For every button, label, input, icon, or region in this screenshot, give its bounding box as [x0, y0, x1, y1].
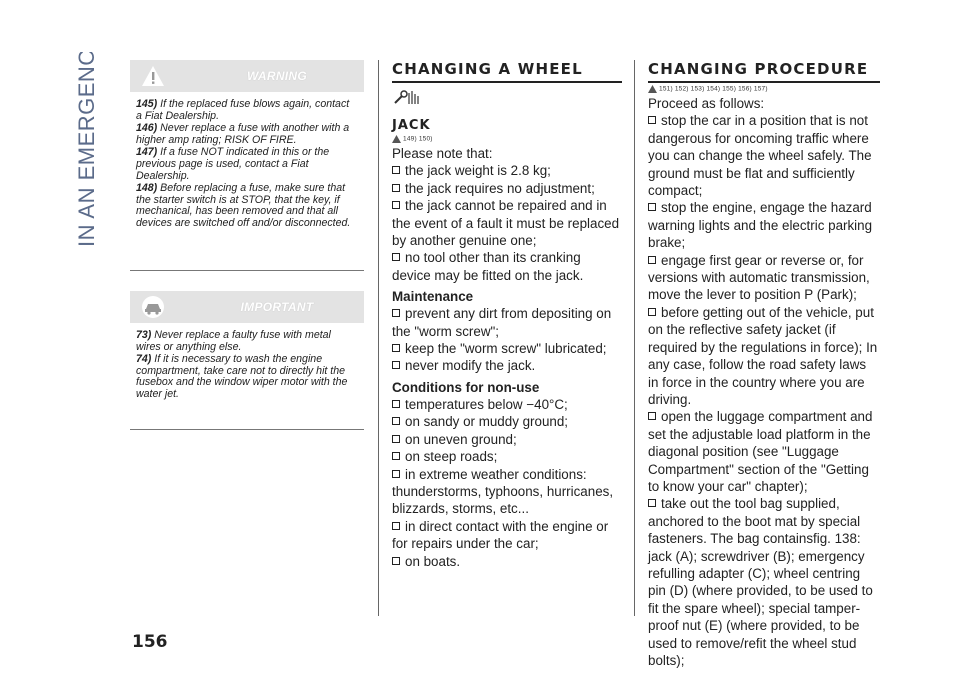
important-item	[136, 330, 358, 353]
procedure-step	[648, 252, 880, 304]
jack-references	[402, 135, 622, 143]
condition-item-text: in extreme weather conditions: thunderstorms, typhoons, hurricanes, blizzards, storms, etc...	[392, 466, 614, 517]
notices-column	[130, 60, 364, 430]
procedure-column	[648, 60, 880, 669]
procedure-step	[648, 199, 880, 251]
column-divider	[634, 60, 635, 616]
warning-item	[136, 183, 358, 229]
square-bullet-icon	[392, 470, 400, 478]
maintenance-item	[392, 340, 622, 357]
condition-item	[392, 466, 622, 518]
square-bullet-icon	[392, 184, 400, 192]
square-bullet-icon	[392, 557, 400, 565]
warning-item-text: Never replace a fuse with another with a higher amp rating; RISK OF FIRE.	[136, 122, 350, 146]
warning-item	[136, 99, 358, 122]
condition-item	[392, 553, 622, 570]
condition-item	[392, 518, 622, 553]
warning-item	[136, 123, 358, 146]
condition-item-text: on uneven ground;	[405, 431, 517, 447]
important-title: IMPORTANT	[240, 300, 314, 314]
important-item-number: 74)	[136, 353, 155, 366]
condition-item	[392, 431, 622, 448]
square-bullet-icon	[392, 166, 400, 174]
procedure-steps-list	[648, 112, 880, 669]
procedure-refs-text: 151) 152) 153) 154) 155) 156) 157)	[659, 85, 768, 93]
procedure-step-text: before getting out of the vehicle, put on the reflective safety jacket (if required by the regulations in force); In any case, follow the road safety laws in force in the country where you are driving.	[648, 304, 878, 407]
procedure-intro: Proceed as follows:	[648, 96, 765, 111]
square-bullet-icon	[648, 116, 656, 124]
procedure-heading: CHANGING PROCEDURE	[648, 60, 880, 83]
warning-item-text: If the replaced fuse blows again, contact a Fiat Dealership.	[136, 98, 350, 122]
square-bullet-icon	[392, 400, 400, 408]
procedure-references	[658, 85, 880, 93]
jack-note	[392, 180, 622, 197]
square-bullet-icon	[648, 308, 656, 316]
jack-note	[392, 162, 622, 179]
maintenance-item	[392, 357, 622, 374]
jack-heading: JACK	[392, 118, 431, 133]
square-bullet-icon	[392, 253, 400, 261]
important-item-number: 73)	[136, 329, 155, 341]
procedure-step	[648, 112, 880, 199]
section-side-title	[66, 52, 106, 252]
warning-triangle-icon	[648, 85, 657, 93]
square-bullet-icon	[648, 256, 656, 264]
warning-item-text: Before replacing a fuse, make sure that the starter switch is at STOP, that the key, if mechanical, has been removed and that all devices are switched off and/or disconnected.	[136, 182, 351, 229]
jack-note	[392, 249, 622, 284]
important-body	[130, 323, 364, 410]
warning-header	[130, 60, 364, 92]
square-bullet-icon	[392, 435, 400, 443]
condition-item-text: on boats.	[405, 553, 461, 569]
condition-item-text: on steep roads;	[405, 449, 498, 465]
square-bullet-icon	[648, 499, 656, 507]
important-box	[130, 291, 364, 430]
wrench-icon	[392, 89, 422, 107]
procedure-step	[648, 495, 880, 669]
procedure-step-text: stop the engine, engage the hazard warning lights and the electric parking brake;	[648, 200, 873, 251]
condition-item	[392, 448, 622, 465]
maintenance-item-text: keep the "worm screw" lubricated;	[405, 341, 607, 357]
changing-wheel-heading: CHANGING A WHEEL	[392, 60, 622, 83]
column-divider	[378, 60, 379, 616]
procedure-step-text: open the luggage compartment and set the adjustable load platform in the diagonal position (see "Luggage Compartment" section of the "Getting to know your car" chapter);	[648, 409, 873, 494]
changing-wheel-column	[392, 60, 622, 570]
square-bullet-icon	[392, 201, 400, 209]
page-number: 156	[132, 632, 168, 652]
condition-item-text: in direct contact with the engine or for repairs under the car;	[392, 518, 609, 552]
jack-notes-list	[392, 162, 622, 284]
square-bullet-icon	[392, 309, 400, 317]
warning-title: WARNING	[246, 69, 308, 83]
procedure-step-text: engage first gear or reverse or, for versions with automatic transmission, move the lever to position P (Park);	[648, 252, 870, 303]
square-bullet-icon	[648, 203, 656, 211]
condition-item-text: on sandy or muddy ground;	[405, 414, 569, 430]
warning-body	[130, 92, 364, 239]
important-item-text: If it is necessary to wash the engine compartment, take care not to directly hit the fusebox and the window wiper motor with the water jet.	[136, 353, 348, 400]
jack-intro: Please note that:	[392, 146, 493, 161]
warning-triangle-icon	[392, 135, 401, 143]
warning-item	[136, 147, 358, 182]
maintenance-list	[392, 305, 622, 375]
procedure-step-text: stop the car in a position that is not dangerous for oncoming traffic where you can change the wheel safely. The ground must be flat and sufficiently compact;	[648, 113, 872, 199]
maintenance-item-text: prevent any dirt from depositing on the "worm screw";	[392, 306, 612, 339]
jack-note-text: the jack requires no adjustment;	[405, 180, 595, 196]
warning-item-text: If a fuse NOT indicated in this or the previous page is used, contact a Fiat Dealership.	[136, 146, 330, 182]
square-bullet-icon	[392, 417, 400, 425]
maintenance-item-text: never modify the jack.	[405, 358, 536, 374]
section-side-title-text: IN AN EMERGENCY	[74, 52, 99, 247]
conditions-heading: Conditions for non-use	[392, 379, 540, 395]
square-bullet-icon	[648, 412, 656, 420]
square-bullet-icon	[392, 344, 400, 352]
jack-refs-text: 149) 150)	[403, 135, 433, 143]
maintenance-heading: Maintenance	[392, 289, 474, 305]
important-header	[130, 291, 364, 323]
warning-triangle-icon	[141, 65, 165, 87]
procedure-step	[648, 408, 880, 495]
warning-item-number: 148)	[136, 182, 161, 195]
square-bullet-icon	[392, 522, 400, 530]
condition-item	[392, 396, 622, 413]
warning-item-number: 145)	[136, 98, 161, 110]
jack-note	[392, 197, 622, 249]
important-item	[136, 354, 358, 400]
square-bullet-icon	[392, 452, 400, 460]
maintenance-item	[392, 305, 622, 340]
jack-note-text: the jack cannot be repaired and in the event of a fault it must be replaced by another genuine one;	[392, 198, 620, 249]
warning-box	[130, 60, 364, 271]
conditions-list	[392, 396, 622, 570]
important-item-text: Never replace a faulty fuse with metal wires or anything else.	[136, 329, 331, 353]
procedure-step	[648, 304, 880, 408]
procedure-step-text: take out the tool bag supplied, anchored to the boot mat by special fasteners. The bag containsfig. 138: jack (A); screwdriver (B); emergency refulling adapter (C); wheel centring pin (D) (where provided, to be used to fit the spare wheel); special tamper-proof nut (E) (where provided, to be used to remove/refit the wheel stud bolts);	[648, 496, 873, 668]
jack-note-text: the jack weight is 2.8 kg;	[405, 163, 551, 179]
square-bullet-icon	[392, 361, 400, 369]
condition-item-text: temperatures below −40°C;	[405, 396, 568, 412]
condition-item	[392, 413, 622, 430]
warning-item-number: 147)	[136, 146, 161, 159]
warning-item-number: 146)	[136, 122, 161, 135]
car-icon	[140, 295, 166, 319]
jack-note-text: no tool other than its cranking device may be fitted on the jack.	[392, 250, 584, 283]
